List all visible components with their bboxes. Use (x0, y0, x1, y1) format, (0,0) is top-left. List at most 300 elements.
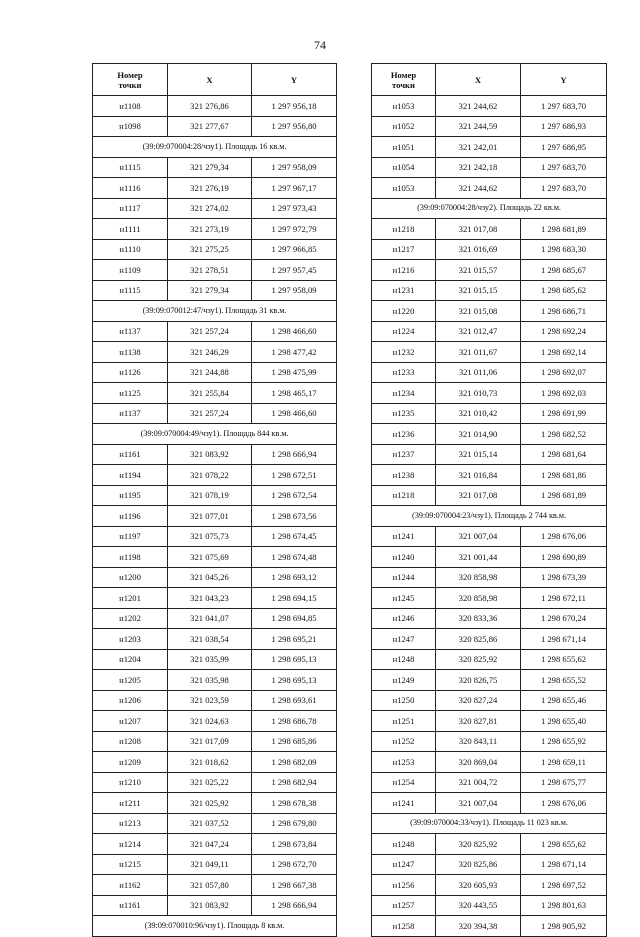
x-coordinate-cell: 320 827,81 (436, 711, 521, 732)
x-coordinate-cell: 320 825,86 (436, 854, 521, 875)
y-coordinate-cell: 1 298 692,24 (521, 321, 607, 342)
x-coordinate-cell: 321 049,11 (168, 854, 252, 875)
point-number-cell: н1052 (372, 116, 436, 137)
x-coordinate-cell: 321 279,34 (168, 157, 252, 178)
x-coordinate-cell: 321 015,14 (436, 444, 521, 465)
plot-caption: (39:09:070004:28/чзу2). Площадь 22 кв.м. (372, 198, 607, 219)
table-row (93, 362, 337, 383)
x-coordinate-cell: 320 605,93 (436, 875, 521, 896)
point-number-cell: н1053 (372, 96, 436, 117)
y-coordinate-cell: 1 298 690,89 (521, 547, 607, 568)
table-row (93, 280, 337, 301)
point-number-cell: н1138 (93, 342, 168, 363)
y-coordinate-cell: 1 298 682,09 (252, 752, 337, 773)
y-coordinate-cell: 1 298 686,78 (252, 711, 337, 732)
y-coordinate-cell: 1 298 674,45 (252, 526, 337, 547)
y-coordinate-cell: 1 298 679,80 (252, 813, 337, 834)
table-row (372, 424, 607, 445)
y-coordinate-cell: 1 297 973,43 (252, 198, 337, 219)
page-number: 74 (314, 38, 326, 52)
table-row (93, 752, 337, 773)
point-number-cell: н1126 (93, 362, 168, 383)
y-coordinate-cell: 1 298 694,15 (252, 588, 337, 609)
x-coordinate-cell: 321 037,52 (168, 813, 252, 834)
table-row (372, 772, 607, 793)
y-coordinate-cell: 1 298 670,24 (521, 608, 607, 629)
point-number-cell: н1197 (93, 526, 168, 547)
y-coordinate-cell: 1 298 667,38 (252, 875, 337, 896)
table-row (93, 157, 337, 178)
point-number-cell: н1109 (93, 260, 168, 281)
point-number-cell: н1207 (93, 711, 168, 732)
table-row (93, 198, 337, 219)
point-number-cell: н1231 (372, 280, 436, 301)
y-coordinate-cell: 1 297 958,09 (252, 157, 337, 178)
point-number-cell: н1258 (372, 916, 436, 937)
x-coordinate-cell: 321 078,22 (168, 465, 252, 486)
table-row (93, 649, 337, 670)
table-row (372, 280, 607, 301)
x-coordinate-cell: 320 858,98 (436, 588, 521, 609)
x-coordinate-cell: 321 011,06 (436, 362, 521, 383)
table-row (372, 588, 607, 609)
x-coordinate-cell: 321 244,88 (168, 362, 252, 383)
point-number-cell: н1115 (93, 280, 168, 301)
x-coordinate-cell: 321 014,90 (436, 424, 521, 445)
y-coordinate-cell: 1 298 681,64 (521, 444, 607, 465)
y-coordinate-cell: 1 298 681,86 (521, 465, 607, 486)
y-coordinate-cell: 1 298 695,21 (252, 629, 337, 650)
x-coordinate-cell: 321 246,29 (168, 342, 252, 363)
table-row (93, 854, 337, 875)
table-row (93, 485, 337, 506)
table-row (93, 342, 337, 363)
y-coordinate-cell: 1 298 686,71 (521, 301, 607, 322)
point-number-cell: н1247 (372, 854, 436, 875)
x-coordinate-cell: 321 035,98 (168, 670, 252, 691)
table-row (372, 485, 607, 506)
table-row (93, 321, 337, 342)
x-coordinate-cell: 320 826,75 (436, 670, 521, 691)
y-coordinate-cell: 1 298 673,39 (521, 567, 607, 588)
table-row (93, 178, 337, 199)
table-row (372, 362, 607, 383)
y-coordinate-cell: 1 298 672,54 (252, 485, 337, 506)
plot-caption-row (372, 506, 607, 527)
y-coordinate-cell: 1 298 659,11 (521, 752, 607, 773)
point-number-cell: н1206 (93, 690, 168, 711)
table-row (93, 383, 337, 404)
table-row (93, 116, 337, 137)
header-point-line1: Номер (390, 69, 417, 80)
plot-caption-row (372, 813, 607, 834)
point-number-cell: н1233 (372, 362, 436, 383)
x-coordinate-cell: 321 017,08 (436, 219, 521, 240)
x-coordinate-cell: 320 825,92 (436, 834, 521, 855)
x-coordinate-cell: 321 012,47 (436, 321, 521, 342)
y-coordinate-cell: 1 298 466,60 (252, 321, 337, 342)
x-coordinate-cell: 321 023,59 (168, 690, 252, 711)
x-coordinate-cell: 321 011,67 (436, 342, 521, 363)
plot-caption-row (93, 137, 337, 158)
table-row (372, 547, 607, 568)
point-number-cell: н1204 (93, 649, 168, 670)
point-number-cell: н1232 (372, 342, 436, 363)
y-coordinate-cell: 1 298 465,17 (252, 383, 337, 404)
x-coordinate-cell: 320 825,86 (436, 629, 521, 650)
point-number-cell: н1220 (372, 301, 436, 322)
y-coordinate-cell: 1 298 685,67 (521, 260, 607, 281)
point-number-cell: н1256 (372, 875, 436, 896)
x-coordinate-cell: 321 016,69 (436, 239, 521, 260)
y-coordinate-cell: 1 298 672,11 (521, 588, 607, 609)
header-y: Y (252, 64, 337, 96)
y-coordinate-cell: 1 298 695,13 (252, 670, 337, 691)
table-row (93, 506, 337, 527)
table-row (93, 793, 337, 814)
table-row (372, 895, 607, 916)
x-coordinate-cell: 321 078,19 (168, 485, 252, 506)
x-coordinate-cell: 321 007,04 (436, 526, 521, 547)
x-coordinate-cell: 321 257,24 (168, 321, 252, 342)
point-number-cell: н1218 (372, 219, 436, 240)
point-number-cell: н1217 (372, 239, 436, 260)
x-coordinate-cell: 321 279,34 (168, 280, 252, 301)
y-coordinate-cell: 1 298 673,56 (252, 506, 337, 527)
point-number-cell: н1053 (372, 178, 436, 199)
table-header-row (372, 64, 607, 96)
table-row (372, 96, 607, 117)
point-number-cell: н1247 (372, 629, 436, 650)
y-coordinate-cell: 1 298 655,92 (521, 731, 607, 752)
coordinates-table-right (371, 63, 607, 937)
point-number-cell: н1215 (93, 854, 168, 875)
header-point-number (93, 64, 168, 96)
x-coordinate-cell: 321 083,92 (168, 444, 252, 465)
y-coordinate-cell: 1 297 966,85 (252, 239, 337, 260)
point-number-cell: н1054 (372, 157, 436, 178)
y-coordinate-cell: 1 298 655,40 (521, 711, 607, 732)
y-coordinate-cell: 1 298 697,52 (521, 875, 607, 896)
table-row (93, 96, 337, 117)
table-header-row (93, 64, 337, 96)
point-number-cell: н1236 (372, 424, 436, 445)
y-coordinate-cell: 1 298 676,06 (521, 793, 607, 814)
table-row (372, 690, 607, 711)
point-number-cell: н1213 (93, 813, 168, 834)
table-row (372, 629, 607, 650)
point-number-cell: н1253 (372, 752, 436, 773)
point-number-cell: н1201 (93, 588, 168, 609)
x-coordinate-cell: 321 077,01 (168, 506, 252, 527)
y-coordinate-cell: 1 298 655,62 (521, 834, 607, 855)
y-coordinate-cell: 1 298 691,99 (521, 403, 607, 424)
x-coordinate-cell: 321 244,62 (436, 178, 521, 199)
y-coordinate-cell: 1 298 683,30 (521, 239, 607, 260)
y-coordinate-cell: 1 298 672,70 (252, 854, 337, 875)
x-coordinate-cell: 321 025,22 (168, 772, 252, 793)
table-body-right (372, 96, 607, 937)
table-row (372, 649, 607, 670)
point-number-cell: н1161 (93, 444, 168, 465)
y-coordinate-cell: 1 298 695,13 (252, 649, 337, 670)
point-number-cell: н1161 (93, 895, 168, 916)
y-coordinate-cell: 1 297 956,80 (252, 116, 337, 137)
point-number-cell: н1196 (93, 506, 168, 527)
point-number-cell: н1116 (93, 178, 168, 199)
y-coordinate-cell: 1 298 475,99 (252, 362, 337, 383)
point-number-cell: н1234 (372, 383, 436, 404)
table-row (372, 670, 607, 691)
y-coordinate-cell: 1 297 957,45 (252, 260, 337, 281)
table-row (372, 875, 607, 896)
table-row (372, 301, 607, 322)
point-number-cell: н1098 (93, 116, 168, 137)
table-row (372, 465, 607, 486)
point-number-cell: н1117 (93, 198, 168, 219)
plot-caption: (39:09:070010:96/чзу1). Площадь 8 кв.м. (93, 916, 337, 937)
point-number-cell: н1203 (93, 629, 168, 650)
table-row (372, 321, 607, 342)
y-coordinate-cell: 1 298 655,62 (521, 649, 607, 670)
y-coordinate-cell: 1 298 905,92 (521, 916, 607, 937)
x-coordinate-cell: 321 001,44 (436, 547, 521, 568)
x-coordinate-cell: 321 045,26 (168, 567, 252, 588)
table-row (372, 711, 607, 732)
table-row (93, 711, 337, 732)
point-number-cell: н1198 (93, 547, 168, 568)
plot-caption-row (93, 424, 337, 445)
point-number-cell: н1251 (372, 711, 436, 732)
plot-caption: (39:09:070012:47/чзу1). Площадь 31 кв.м. (93, 301, 337, 322)
table-row (372, 752, 607, 773)
y-coordinate-cell: 1 298 681,89 (521, 219, 607, 240)
point-number-cell: н1194 (93, 465, 168, 486)
table-row (93, 465, 337, 486)
table-row (93, 567, 337, 588)
x-coordinate-cell: 320 443,55 (436, 895, 521, 916)
point-number-cell: н1246 (372, 608, 436, 629)
point-number-cell: н1208 (93, 731, 168, 752)
x-coordinate-cell: 321 016,84 (436, 465, 521, 486)
point-number-cell: н1162 (93, 875, 168, 896)
x-coordinate-cell: 321 057,80 (168, 875, 252, 896)
plot-caption: (39:09:070004:28/чзу1). Площадь 16 кв.м. (93, 137, 337, 158)
table-row (93, 403, 337, 424)
table-row (93, 219, 337, 240)
point-number-cell: н1224 (372, 321, 436, 342)
x-coordinate-cell: 320 843,11 (436, 731, 521, 752)
table-row (93, 608, 337, 629)
point-number-cell: н1245 (372, 588, 436, 609)
point-number-cell: н1244 (372, 567, 436, 588)
point-number-cell: н1051 (372, 137, 436, 158)
x-coordinate-cell: 321 242,01 (436, 137, 521, 158)
y-coordinate-cell: 1 298 672,51 (252, 465, 337, 486)
table-row (93, 875, 337, 896)
table-row (93, 670, 337, 691)
x-coordinate-cell: 321 257,24 (168, 403, 252, 424)
point-number-cell: н1241 (372, 526, 436, 547)
table-row (372, 116, 607, 137)
x-coordinate-cell: 320 858,98 (436, 567, 521, 588)
y-coordinate-cell: 1 298 693,12 (252, 567, 337, 588)
x-coordinate-cell: 321 025,92 (168, 793, 252, 814)
table-row (372, 260, 607, 281)
table-row (93, 260, 337, 281)
x-coordinate-cell: 321 010,73 (436, 383, 521, 404)
point-number-cell: н1237 (372, 444, 436, 465)
x-coordinate-cell: 321 277,67 (168, 116, 252, 137)
y-coordinate-cell: 1 298 693,61 (252, 690, 337, 711)
x-coordinate-cell: 321 024,63 (168, 711, 252, 732)
y-coordinate-cell: 1 298 692,03 (521, 383, 607, 404)
table-row (372, 608, 607, 629)
plot-caption-row (93, 916, 337, 937)
table-row (93, 629, 337, 650)
table-row (93, 813, 337, 834)
plot-caption-row (93, 301, 337, 322)
x-coordinate-cell: 321 276,86 (168, 96, 252, 117)
table-row (93, 731, 337, 752)
y-coordinate-cell: 1 298 682,52 (521, 424, 607, 445)
table-row (372, 916, 607, 937)
point-number-cell: н1137 (93, 321, 168, 342)
table-row (93, 895, 337, 916)
x-coordinate-cell: 320 827,24 (436, 690, 521, 711)
point-number-cell: н1110 (93, 239, 168, 260)
x-coordinate-cell: 321 038,54 (168, 629, 252, 650)
table-row (372, 567, 607, 588)
point-number-cell: н1238 (372, 465, 436, 486)
y-coordinate-cell: 1 298 666,94 (252, 444, 337, 465)
table-row (372, 178, 607, 199)
table-row (372, 383, 607, 404)
table-row (372, 219, 607, 240)
x-coordinate-cell: 321 018,62 (168, 752, 252, 773)
table-row (372, 834, 607, 855)
y-coordinate-cell: 1 298 466,60 (252, 403, 337, 424)
header-point-line1: Номер (117, 69, 143, 80)
y-coordinate-cell: 1 298 682,94 (252, 772, 337, 793)
y-coordinate-cell: 1 298 671,14 (521, 854, 607, 875)
point-number-cell: н1205 (93, 670, 168, 691)
header-x: X (168, 64, 252, 96)
point-number-cell: н1210 (93, 772, 168, 793)
point-number-cell: н1108 (93, 96, 168, 117)
x-coordinate-cell: 321 035,99 (168, 649, 252, 670)
x-coordinate-cell: 321 278,51 (168, 260, 252, 281)
point-number-cell: н1254 (372, 772, 436, 793)
y-coordinate-cell: 1 298 673,84 (252, 834, 337, 855)
x-coordinate-cell: 320 825,92 (436, 649, 521, 670)
x-coordinate-cell: 321 010,42 (436, 403, 521, 424)
x-coordinate-cell: 321 041,07 (168, 608, 252, 629)
table-row (372, 403, 607, 424)
point-number-cell: н1137 (93, 403, 168, 424)
y-coordinate-cell: 1 298 655,52 (521, 670, 607, 691)
table-row (372, 157, 607, 178)
y-coordinate-cell: 1 298 675,77 (521, 772, 607, 793)
y-coordinate-cell: 1 297 967,17 (252, 178, 337, 199)
plot-caption: (39:09:070004:23/чзу1). Площадь 2 744 кв.м. (372, 506, 607, 527)
x-coordinate-cell: 321 273,19 (168, 219, 252, 240)
point-number-cell: н1248 (372, 834, 436, 855)
point-number-cell: н1252 (372, 731, 436, 752)
y-coordinate-cell: 1 298 801,63 (521, 895, 607, 916)
x-coordinate-cell: 321 244,59 (436, 116, 521, 137)
y-coordinate-cell: 1 298 678,38 (252, 793, 337, 814)
x-coordinate-cell: 321 274,02 (168, 198, 252, 219)
x-coordinate-cell: 320 869,04 (436, 752, 521, 773)
header-point-line2: точки (118, 79, 142, 90)
x-coordinate-cell: 320 394,38 (436, 916, 521, 937)
point-number-cell: н1248 (372, 649, 436, 670)
point-number-cell: н1195 (93, 485, 168, 506)
x-coordinate-cell: 321 255,84 (168, 383, 252, 404)
header-y: Y (521, 64, 607, 96)
y-coordinate-cell: 1 298 676,06 (521, 526, 607, 547)
y-coordinate-cell: 1 297 956,18 (252, 96, 337, 117)
y-coordinate-cell: 1 298 692,14 (521, 342, 607, 363)
y-coordinate-cell: 1 297 683,70 (521, 178, 607, 199)
header-point-number (372, 64, 436, 96)
x-coordinate-cell: 321 275,25 (168, 239, 252, 260)
point-number-cell: н1209 (93, 752, 168, 773)
x-coordinate-cell: 321 017,08 (436, 485, 521, 506)
y-coordinate-cell: 1 297 686,95 (521, 137, 607, 158)
x-coordinate-cell: 321 083,92 (168, 895, 252, 916)
x-coordinate-cell: 321 075,73 (168, 526, 252, 547)
plot-caption: (39:09:070004:49/чзу1). Площадь 844 кв.м. (93, 424, 337, 445)
table-row (372, 342, 607, 363)
table-row (93, 239, 337, 260)
point-number-cell: н1216 (372, 260, 436, 281)
table-row (372, 793, 607, 814)
point-number-cell: н1111 (93, 219, 168, 240)
y-coordinate-cell: 1 298 692,07 (521, 362, 607, 383)
x-coordinate-cell: 321 276,19 (168, 178, 252, 199)
table-body-left (93, 96, 337, 937)
y-coordinate-cell: 1 298 681,89 (521, 485, 607, 506)
x-coordinate-cell: 320 833,36 (436, 608, 521, 629)
table-row (372, 239, 607, 260)
y-coordinate-cell: 1 297 958,09 (252, 280, 337, 301)
point-number-cell: н1235 (372, 403, 436, 424)
x-coordinate-cell: 321 004,72 (436, 772, 521, 793)
table-row (93, 526, 337, 547)
point-number-cell: н1250 (372, 690, 436, 711)
table-row (372, 137, 607, 158)
x-coordinate-cell: 321 043,23 (168, 588, 252, 609)
y-coordinate-cell: 1 298 655,46 (521, 690, 607, 711)
y-coordinate-cell: 1 298 694,85 (252, 608, 337, 629)
header-point-line2: точки (392, 79, 415, 90)
table-row (372, 854, 607, 875)
table-row (93, 444, 337, 465)
point-number-cell: н1200 (93, 567, 168, 588)
header-x: X (436, 64, 521, 96)
table-row (93, 772, 337, 793)
y-coordinate-cell: 1 298 666,94 (252, 895, 337, 916)
table-row (372, 526, 607, 547)
y-coordinate-cell: 1 298 674,48 (252, 547, 337, 568)
point-number-cell: н1218 (372, 485, 436, 506)
point-number-cell: н1240 (372, 547, 436, 568)
table-row (93, 547, 337, 568)
table-row (93, 834, 337, 855)
y-coordinate-cell: 1 297 686,93 (521, 116, 607, 137)
